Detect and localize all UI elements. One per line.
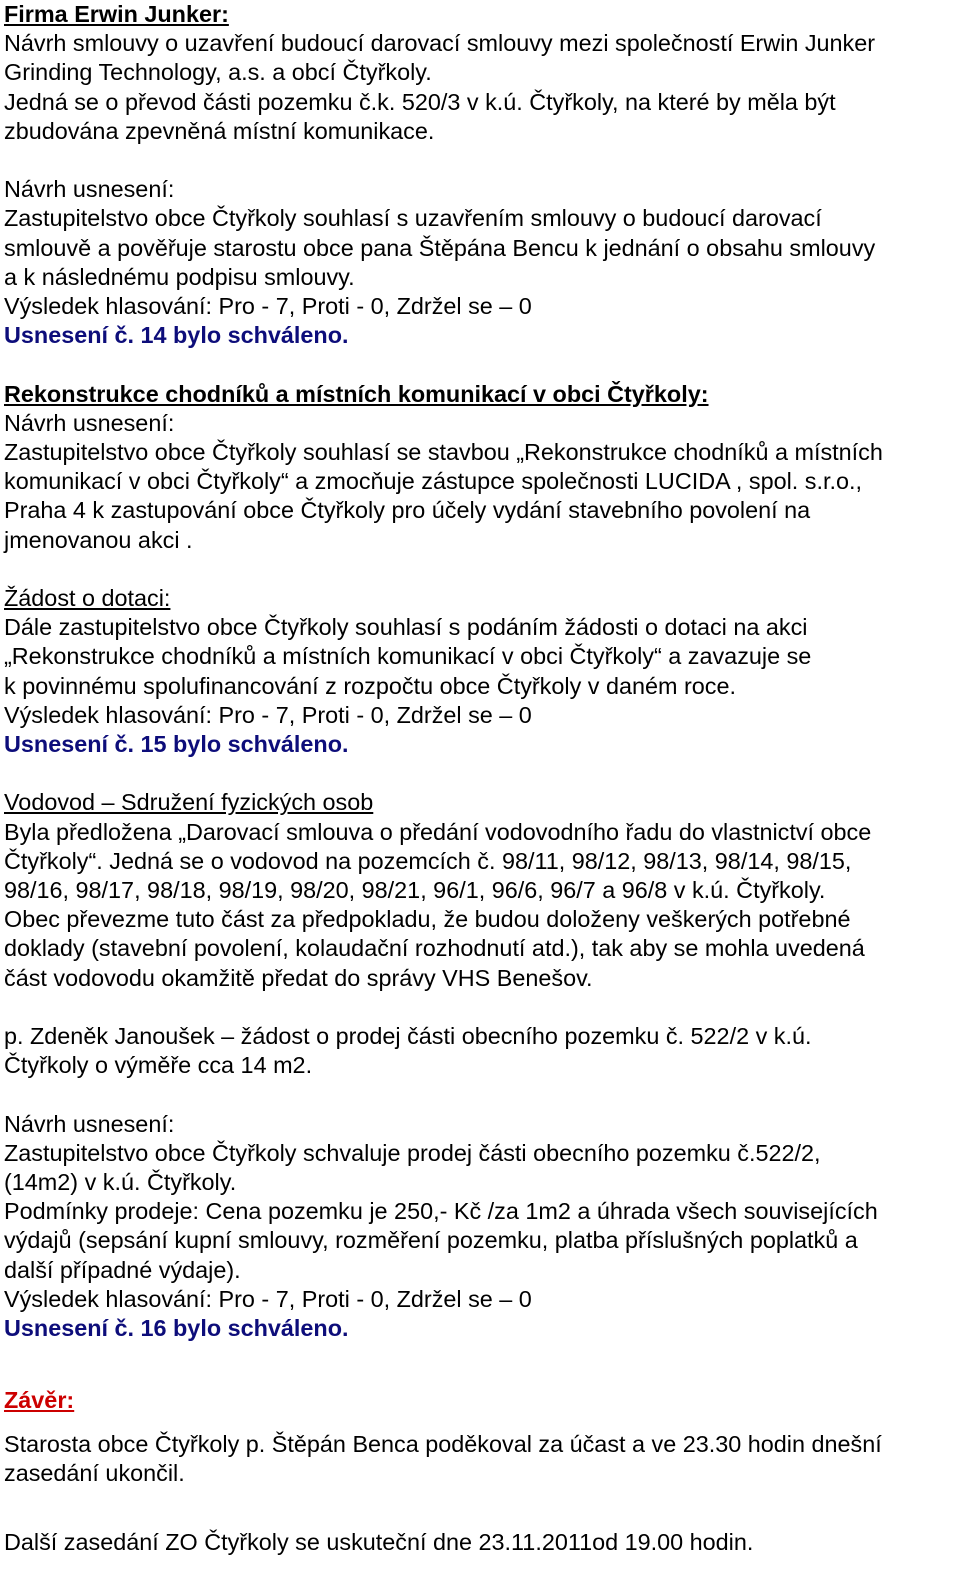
proposal-line: a k následnému podpisu smlouvy. [4,263,355,290]
proposal-line: jmenovanou akci . [4,526,193,553]
proposal-line: Zastupitelstvo obce Čtyřkoly souhlasí s uzavřením smlouvy o budoucí darovací [4,205,822,232]
section-firma [4,0,956,350]
grant-line: „Rekonstrukce chodníků a místních komunikací v obci Čtyřkoly“ a zavazuje se [4,643,812,670]
resolution-approved: Usnesení č. 15 bylo schváleno. [4,731,349,758]
section-heading-rekonstrukce: Rekonstrukce chodníků a místních komunikací v obci Čtyřkoly: [4,380,709,407]
section-janousek [4,1022,956,1343]
paragraph-line: zbudována zpevněná místní komunikace. [4,117,435,144]
paragraph-line: Čtyřkoly o výměře cca 14 m2. [4,1052,313,1079]
vote-result: Výsledek hlasování: Pro - 7, Proti - 0, Zdržel se – 0 [4,701,532,728]
proposal-line: (14m2) v k.ú. Čtyřkoly. [4,1169,237,1196]
section-zaver [4,1386,956,1557]
paragraph-line: doklady (stavební povolení, kolaudační rozhodnutí atd.), tak aby se mohla uvedená [4,935,865,962]
section-heading-zaver: Závěr: [4,1387,75,1414]
paragraph-line: Čtyřkoly“. Jedná se o vodovod na pozemcích č. 98/11, 98/12, 98/13, 98/14, 98/15, [4,847,852,874]
vote-result: Výsledek hlasování: Pro - 7, Proti - 0, Zdržel se – 0 [4,293,532,320]
proposal-line: další případné výdaje). [4,1256,241,1283]
proposal-label: Návrh usnesení: [4,176,175,203]
proposal-line: smlouvě a pověřuje starostu obce pana Štěpána Bencu k jednání o obsahu smlouvy [4,234,876,261]
proposal-line: Zastupitelstvo obce Čtyřkoly souhlasí se stavbou „Rekonstrukce chodníků a místních [4,439,883,466]
paragraph-line: Byla předložena „Darovací smlouva o předání vodovodního řadu do vlastnictví obce [4,818,872,845]
section-heading-firma: Firma Erwin Junker: [4,1,229,27]
section-heading-vodovod: Vodovod – Sdružení fyzických osob [4,789,374,816]
resolution-approved: Usnesení č. 14 bylo schváleno. [4,322,349,349]
proposal-line: Zastupitelstvo obce Čtyřkoly schvaluje prodej části obecního pozemku č.522/2, [4,1139,821,1166]
section-rekonstrukce [4,380,956,760]
proposal-label: Návrh usnesení: [4,1110,175,1137]
paragraph-line: Obec převezme tuto část za předpokladu, že budou doloženy veškerých potřebné [4,906,851,933]
paragraph-line: zasedání ukončil. [4,1459,185,1486]
vote-result: Výsledek hlasování: Pro - 7, Proti - 0, Zdržel se – 0 [4,1285,532,1312]
proposal-line: Praha 4 k zastupování obce Čtyřkoly pro účely vydání stavebního povolení na [4,497,811,524]
proposal-line: výdajů (sepsání kupní smlouvy, rozměření pozemku, platba příslušných poplatků a [4,1227,858,1254]
proposal-label: Návrh usnesení: [4,409,175,436]
proposal-line: Podmínky prodeje: Cena pozemku je 250,- Kč /za 1m2 a úhrada všech souvisejících [4,1198,878,1225]
grant-label: Žádost o dotaci: [4,585,171,612]
grant-line: k povinnému spolufinancování z rozpočtu obce Čtyřkoly v daném roce. [4,672,736,699]
paragraph-line: Grinding Technology, a.s. a obcí Čtyřkoly. [4,59,432,86]
proposal-line: komunikací v obci Čtyřkoly“ a zmocňuje zástupce společnosti LUCIDA , spol. s.r.o., [4,468,863,495]
section-vodovod [4,788,956,992]
resolution-approved: Usnesení č. 16 bylo schváleno. [4,1315,349,1342]
paragraph-line: část vodovodu okamžitě předat do správy VHS Benešov. [4,964,593,991]
paragraph-line: p. Zdeněk Janoušek – žádost o prodej části obecního pozemku č. 522/2 v k.ú. [4,1023,812,1050]
paragraph-line: Starosta obce Čtyřkoly p. Štěpán Benca poděkoval za účast a ve 23.30 hodin dnešní [4,1430,882,1457]
paragraph-line: Návrh smlouvy o uzavření budoucí darovací smlouvy mezi společností Erwin Junker [4,30,876,57]
grant-line: Dále zastupitelstvo obce Čtyřkoly souhlasí s podáním žádosti o dotaci na akci [4,614,808,641]
next-meeting-note: Další zasedání ZO Čtyřkoly se uskuteční dne 23.11.2011od 19.00 hodin. [4,1529,754,1556]
paragraph-line: 98/16, 98/17, 98/18, 98/19, 98/20, 98/21, 96/1, 96/6, 96/7 a 96/8 v k.ú. Čtyřkoly. [4,877,826,904]
paragraph-line: Jedná se o převod části pozemku č.k. 520/3 v k.ú. Čtyřkoly, na které by měla být [4,88,836,115]
